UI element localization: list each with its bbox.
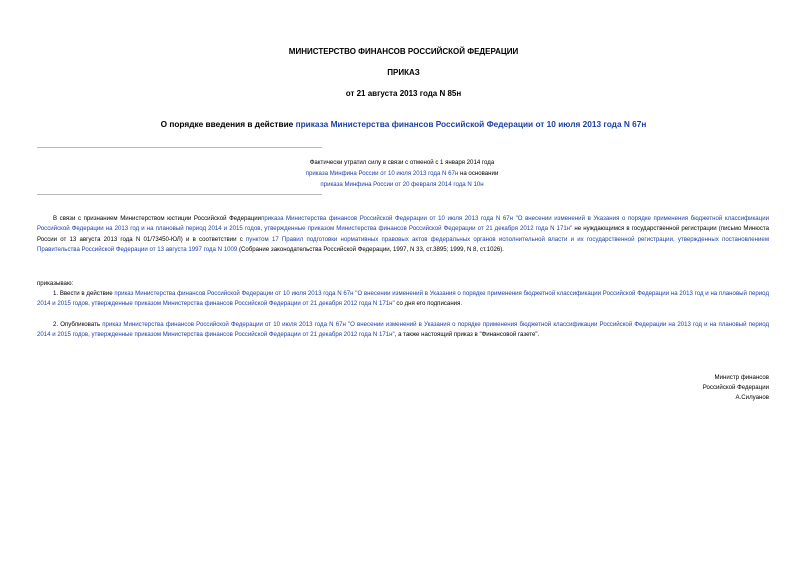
note-line-2 [252,169,552,179]
intro-text-1: В связи с признанием Министерством юстиции Российской Федерации [53,215,262,222]
note-line-3 [252,180,552,190]
item-1-text-2: со дня его подписания. [394,300,463,308]
item-1-text-1: 1. Ввести в действие [53,290,115,297]
title-link[interactable]: приказа Министерства финансов Российской Федерации от 10 июля 2013 года N 67н [295,119,647,129]
divider-top [37,147,322,148]
orders-line: приказываю: [37,280,74,287]
signature-position-2: Российской Федерации [702,384,769,391]
divider-bottom [37,194,322,195]
note-link-1[interactable]: приказа Минфина России от 10 июля 2013 года N 67н [305,170,459,177]
document-title [0,119,807,129]
title-prefix: О порядке введения в действие [160,119,296,129]
date-number-heading: от 21 августа 2013 года N 85н [345,89,462,98]
intro-text-3: (Собрание законодательства Российской Федерации, 1997, N 33, ст.3895; 1999, N 8, ст.1026). [237,246,504,254]
intro-link-rules[interactable]: пунктом 17 Правил подготовки нормативных правовых актов федеральных органов исполнительной власти и их государственной регистрации, утвержденных постановлением Правительства Российской Федерации от 13 августа 1997 года N 1009 [37,235,770,254]
note-line-1: Фактически утратил силу в связи с отменой с 1 января 2014 года [309,159,495,166]
item-1-link[interactable]: приказ Министерства финансов Российской Федерации от 10 июля 2013 года N 67н "О внесении изменений в Указания о порядке применения бюджетной классификации Российской Федерации на 2013 год и на плановый период 2014 и 2015 годов, утвержденные приказом Министерства финансов Российской Федерации от 21 декабря 2012 года N 171н" [37,290,769,308]
item-2-text-1: 2. Опубликовать [53,321,103,328]
ministry-heading: МИНИСТЕРСТВО ФИНАНСОВ РОССИЙСКОЙ ФЕДЕРАЦИИ [288,47,519,56]
item-2-link[interactable]: приказ Министерства финансов Российской Федерации от 10 июля 2013 года N 67н "О внесении изменений в Указания о порядке применения бюджетной классификации Российской Федерации на 2013 год и на плановый период 2014 и 2015 годов, утвержденные приказом Министерства финансов Российской Федерации от 21 декабря 2012 года N 171н" [37,321,770,339]
intro-text-2: не нуждающимся в государственной регистрации (письмо Минюста России от 13 августа 2013 года N 01/73450-ЮЛ) и в соответствии с [37,225,770,243]
doc-type-heading: ПРИКАЗ [387,68,420,77]
item-2-paragraph [37,320,769,341]
signature-name: А.Силуанов [735,394,769,401]
item-2-text-2: , а также настоящий приказ в "Финансовой газете". [394,331,540,339]
intro-paragraph [37,214,769,256]
note-line-2-suffix: на основании [458,170,499,177]
note-link-2[interactable]: приказа Минфина России от 20 февраля 2014 года N 10н [320,181,484,188]
signature-position-1: Министр финансов [714,374,769,381]
intro-link-order[interactable]: приказа Министерства финансов Российской Федерации от 10 июля 2013 года N 67н "О внесении изменений в Указания о порядке применения бюджетной классификации Российской Федерации на 2013 год и на плановый период 2014 и 2015 годов, утвержденные приказом Министерства финансов Российской Федерации от 21 декабря 2012 года N 171н" [37,215,769,233]
item-1-paragraph [37,289,769,310]
